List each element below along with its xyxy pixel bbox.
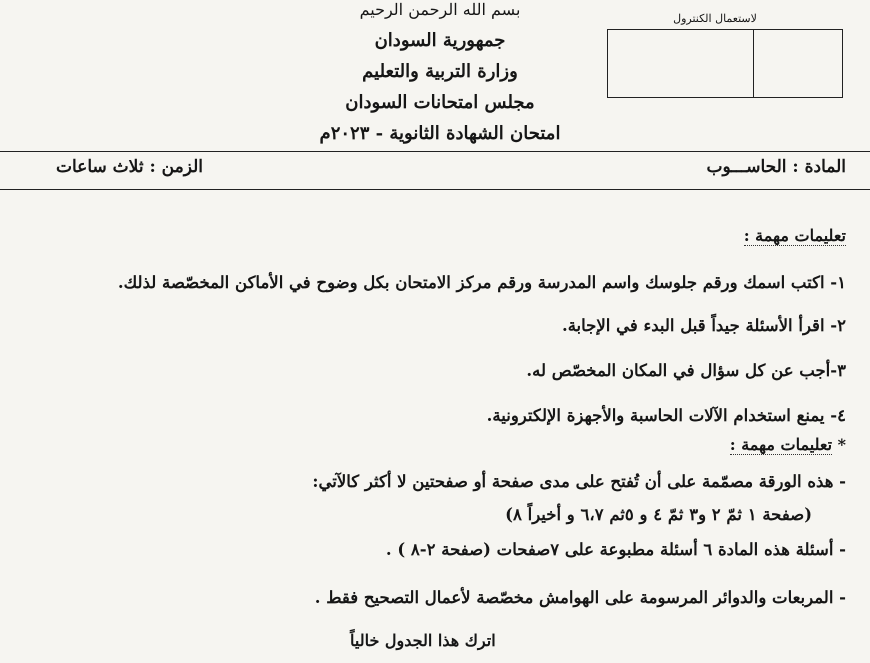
note-item: - أسئلة هذه المادة ٦ أسئلة مطبوعة على ٧صفحات (صفحة ٢-٨ ) . [385, 540, 846, 559]
country-name: جمهورية السودان [374, 30, 506, 51]
bottom-divider-line [0, 189, 870, 190]
exam-title: امتحان الشهادة الثانوية - ٢٠٢٣م [319, 123, 561, 144]
instruction-item: ٣-أجب عن كل سؤال في المكان المخصّص له. [526, 361, 846, 380]
leave-table-blank-label: اترك هذا الجدول خالياً [350, 631, 496, 650]
note-item: - هذه الورقة مصمّمة على أن تُفتح على مدى صفحة أو صفحتين لا أكثر كالآتي: [312, 472, 846, 491]
note-item: - المربعات والدوائر المرسومة على الهوامش مخصّصة لأعمال التصحيح فقط . [314, 588, 846, 607]
asterisk-bullet: * [837, 435, 846, 454]
ministry-name: وزارة التربية والتعليم [362, 61, 518, 82]
council-name: مجلس امتحانات السودان [345, 92, 535, 113]
notes-title-text: تعليمات مهمة : [729, 435, 833, 454]
subject-label: المادة : الحاســـوب [706, 157, 846, 177]
instruction-item: ٤- يمنع استخدام الآلات الحاسبة والأجهزة الإلكترونية. [486, 406, 846, 425]
notes-title [730, 435, 846, 454]
time-label: الزمن : ثلاث ساعات [56, 157, 203, 177]
instruction-item: ١- اكتب اسمك ورقم جلوسك واسم المدرسة ورقم مركز الامتحان بكل وضوح في الأماكن المخصّصة لذلك. [117, 273, 846, 292]
instructions-title: تعليمات مهمة : [743, 226, 846, 245]
control-box-divider [753, 30, 754, 97]
control-use-label: لاستعمال الكنترول [673, 12, 757, 25]
document-header [250, 0, 630, 149]
control-grade-box [607, 29, 843, 98]
basmala: بسم الله الرحمن الرحيم [359, 0, 521, 19]
page-order-note: (صفحة ١ ثمّ ٢ و٣ ثمّ ٤ و ٥ثم ٦،٧ و أخيراً ٨) [505, 505, 812, 524]
top-divider-line [0, 151, 870, 152]
instruction-item: ٢- اقرأ الأسئلة جيداً قبل البدء في الإجابة. [561, 316, 846, 335]
